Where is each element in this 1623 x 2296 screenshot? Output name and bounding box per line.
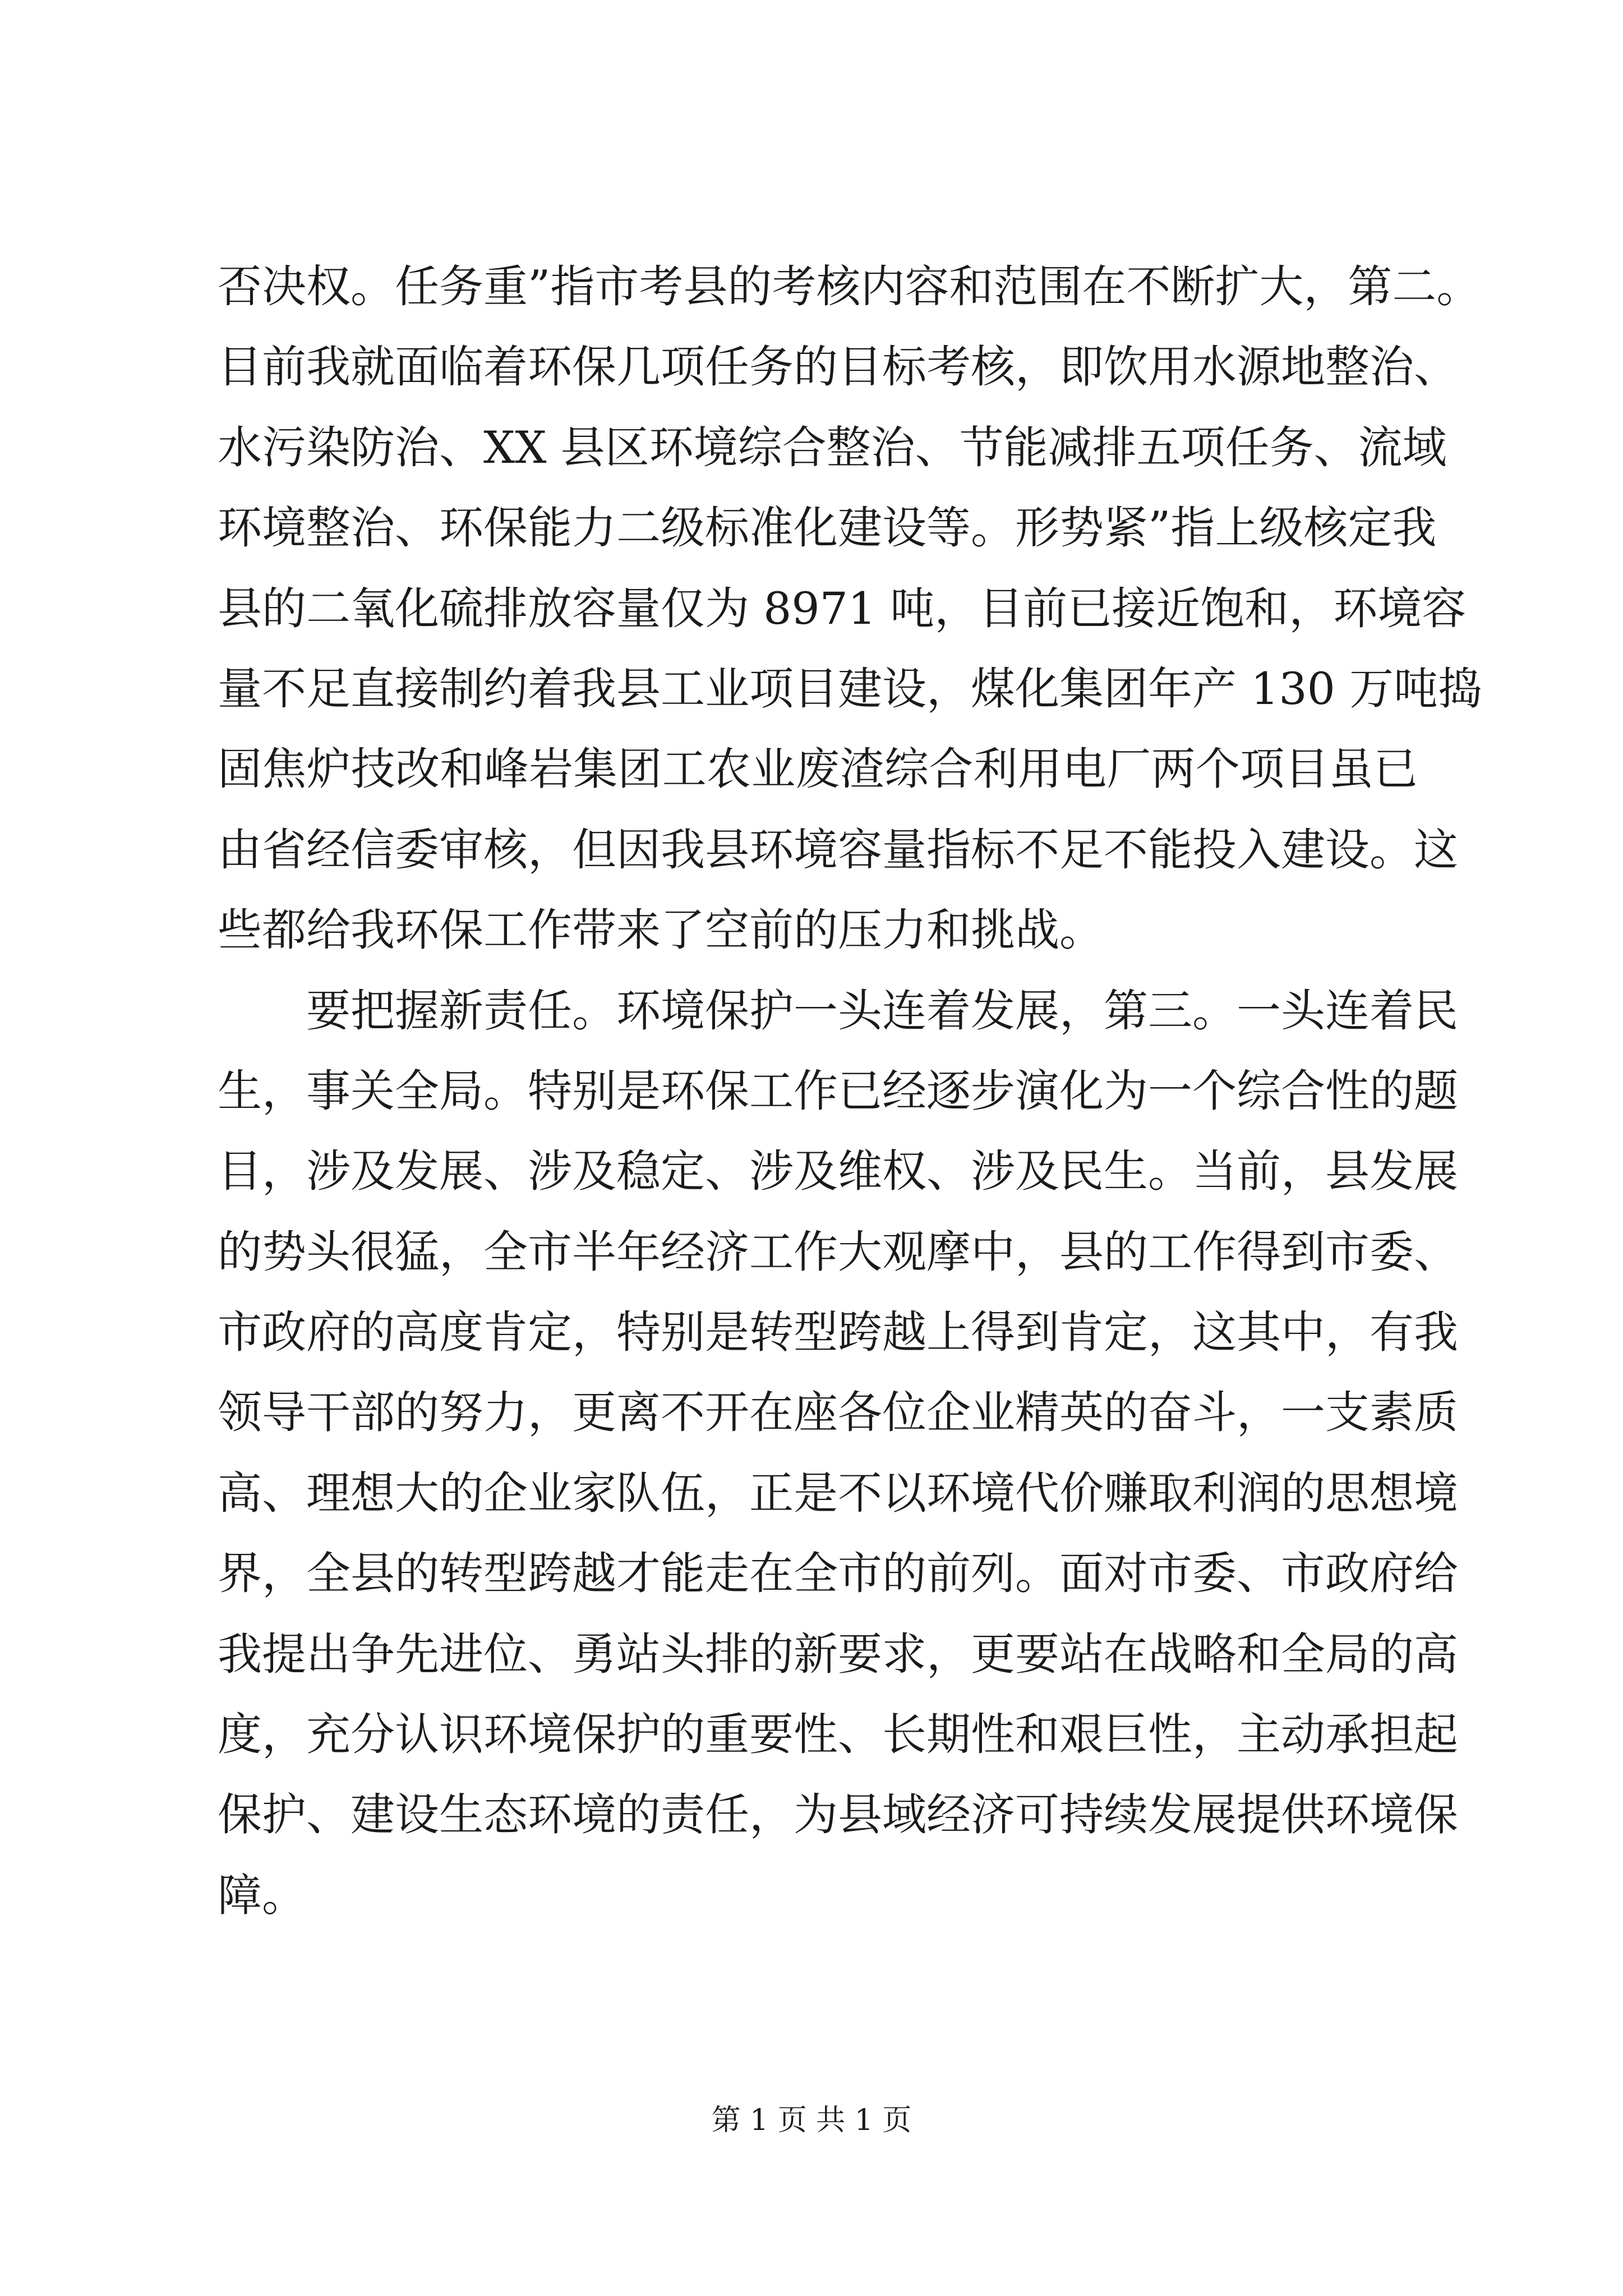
- text-line: 目，涉及发展、涉及稳定、涉及维权、涉及民生。当前，县发展: [218, 1145, 1458, 1198]
- text-line: 否决权。任务重”指市考县的考核内容和范围在不断扩大，第二。: [218, 261, 1481, 312]
- text-line: 界，全县的转型跨越才能走在全市的前列。面对市委、市政府给: [218, 1548, 1458, 1600]
- text-line: 市政府的高度肯定，特别是转型跨越上得到肯定，这其中，有我: [218, 1306, 1458, 1359]
- text-line: 度，充分认识环境保护的重要性、长期性和艰巨性，主动承担起: [218, 1709, 1458, 1761]
- text-line: 由省经信委审核，但因我县环境容量指标不足不能投入建设。这: [218, 823, 1458, 876]
- text-line: 水污染防治、XX 县区环境综合整治、节能减排五项任务、流域: [218, 421, 1447, 473]
- text-line: 县的二氧化硫排放容量仅为 8971 吨，目前已接近饱和，环境容: [218, 582, 1467, 634]
- text-line: 生，事关全局。特别是环保工作已经逐步演化为一个综合性的题: [218, 1065, 1458, 1117]
- text-line: 领导干部的努力，更离不开在座各位企业精英的奋斗，一支素质: [218, 1387, 1458, 1439]
- text-line: 量不足直接制约着我县工业项目建设，煤化集团年产 130 万吨捣: [218, 662, 1483, 715]
- text-line: 些都给我环保工作带来了空前的压力和挑战。: [218, 904, 1104, 956]
- document-body: [218, 247, 1483, 1936]
- page-footer: [0, 2098, 1623, 2143]
- text-line: 障。: [218, 1869, 306, 1921]
- text-line: 保护、建设生态环境的责任，为县域经济可持续发展提供环境保: [218, 1789, 1458, 1841]
- text-line: 高、理想大的企业家队伍，正是不以环境代价赚取利润的思想境: [218, 1467, 1458, 1519]
- text-line: 环境整治、环保能力二级标准化建设等。形势紧”指上级核定我: [218, 502, 1437, 554]
- text-line: 的势头很猛，全市半年经济工作大观摩中，县的工作得到市委、: [218, 1226, 1458, 1278]
- paragraph-first-line: 要把握新责任。环境保护一头连着发展，第三。一头连着民: [306, 984, 1458, 1037]
- text-line: 我提出争先进位、勇站头排的新要求，更要站在战略和全局的高: [218, 1628, 1458, 1680]
- page-number-label: 第 1 页 共 1 页: [711, 2104, 912, 2137]
- text-line: 固焦炉技改和峰岩集团工农业废渣综合利用电厂两个项目虽已: [218, 743, 1418, 795]
- text-line: 目前我就面临着环保几项任务的目标考核，即饮用水源地整治、: [218, 341, 1458, 393]
